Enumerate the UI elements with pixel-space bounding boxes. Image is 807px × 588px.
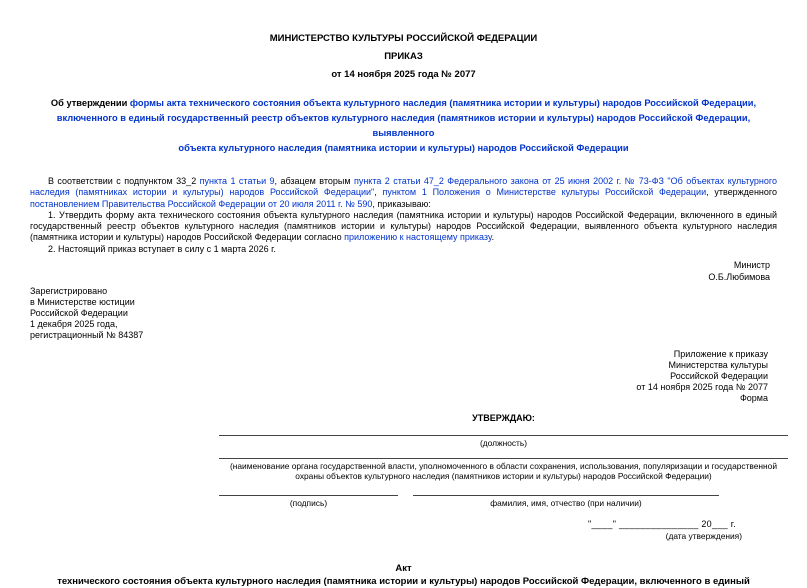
name-fill-line: [413, 495, 719, 496]
item-1-text-end: .: [491, 232, 495, 243]
annex-line: Приложение к приказу: [673, 349, 768, 360]
preamble-text: В соответствии с подпунктом 33_2: [48, 176, 200, 186]
position-fill-line: [219, 435, 788, 436]
name-column: [413, 495, 719, 509]
order-item-2: 2. Настоящий приказ вступает в силу с 1 марта 2026 г.: [48, 243, 276, 254]
approval-date-block: [219, 519, 788, 541]
approval-heading: УТВЕРЖДАЮ:: [472, 413, 535, 424]
act-title-line-2: технического состояния объекта культурного наследия (памятника истории и культуры) народов Российской Федерации, включенного в единый: [57, 576, 750, 588]
signature-fill-line: [219, 495, 398, 496]
minister-post: Министр: [733, 260, 770, 271]
document-title: [28, 96, 779, 156]
preamble-text: , утвержденного: [706, 187, 777, 198]
annex-line: Министерства культуры: [668, 360, 768, 371]
authority-caption: (наименование органа государственной власти, уполномоченного в области сохранения, использования, популяризации и государственной охраны объектов культурного наследия (памятников истории и культуры) народов Российской Федерации): [229, 460, 778, 482]
link-government-resolution-590[interactable]: постановлением Правительства Российской Федерации от 20 июля 2011 г. № 590: [30, 198, 373, 209]
title-prefix: Об утверждении: [50, 98, 130, 108]
registration-line: Зарегистрировано: [30, 286, 108, 297]
title-link-line-1[interactable]: формы акта технического состояния объекта культурного наследия (памятника истории и культуры) народов Российской Федерации,: [129, 98, 757, 108]
approval-section: [219, 413, 788, 541]
ministry-name: МИНИСТЕРСТВО КУЛЬТУРЫ РОССИЙСКОЙ ФЕДЕРАЦИИ: [269, 33, 538, 44]
registration-line: в Министерстве юстиции: [30, 297, 135, 308]
title-link-line-2[interactable]: включенного в единый государственный реестр объектов культурного наследия (памятников истории и культуры) народов Российской Федерации, выявленного: [56, 113, 751, 138]
order-item-1: [30, 210, 777, 244]
position-caption: (должность): [479, 438, 528, 449]
document-type: ПРИКАЗ: [384, 51, 423, 62]
signature-name-row: [219, 495, 788, 509]
preamble-text: , приказываю:: [372, 198, 431, 209]
approval-date-fill: "____" _______________ 20___ г.: [587, 519, 736, 530]
registration-line: Российской Федерации: [30, 308, 128, 319]
item-1-text: 1. Утвердить форму акта технического состояния объекта культурного наследия (памятника истории и культуры) народов Российской Федерации, включенного в единый государственный реестр объектов культурного наследия (памятников истории и культуры) народов Российской Федерации, выявленного объекта культурного наследия (памятника истории и культуры) народов Российской Федерации согласно: [30, 209, 777, 243]
registration-line: 1 декабря 2025 года,: [30, 319, 118, 330]
minister-name: О.Б.Любимова: [708, 272, 770, 283]
title-line-1: [28, 96, 779, 111]
link-annex-to-order[interactable]: приложению к настоящему приказу: [344, 232, 492, 243]
preamble-text: ,: [374, 187, 383, 198]
document-header: [0, 0, 807, 80]
signature-block: [0, 259, 770, 283]
name-caption: фамилия, имя, отчество (при наличии): [490, 497, 642, 508]
annex-line: Форма: [739, 393, 768, 404]
act-title: [30, 562, 777, 588]
annex-line: Российской Федерации: [670, 371, 768, 382]
registration-line: регистрационный № 84387: [30, 330, 144, 341]
approval-date-caption: (дата утверждения): [665, 531, 742, 542]
document-body: [30, 176, 777, 255]
document-date-number: от 14 ноября 2025 года № 2077: [331, 69, 476, 80]
signature-column: [219, 495, 398, 509]
link-federal-law-73-fz[interactable]: Федерального закона от 25 июня 2002 г. № 73-ФЗ "Об объектах культурного наследия (памятниках истории и культуры) народов Российской Федерации": [30, 176, 777, 198]
annex-line: от 14 ноября 2025 года № 2077: [636, 382, 768, 393]
link-article-9[interactable]: пункта 1 статьи 9: [199, 176, 275, 186]
title-link-line-3[interactable]: объекта культурного наследия (памятника истории и культуры) народов Российской Федерации: [178, 143, 629, 153]
preamble-paragraph: [30, 176, 777, 210]
preamble-text: , абзацем вторым: [274, 176, 354, 186]
annex-block: [0, 349, 768, 404]
authority-fill-line: [219, 458, 788, 459]
signature-caption: (подпись): [289, 497, 328, 508]
link-ministry-regulation[interactable]: пунктом 1 Положения о Министерстве культуры Российской Федерации: [382, 187, 707, 198]
link-article-47-2[interactable]: пункта 2 статьи 47_2: [353, 176, 444, 186]
registration-block: [30, 286, 807, 341]
act-title-line-1: Акт: [395, 563, 412, 575]
